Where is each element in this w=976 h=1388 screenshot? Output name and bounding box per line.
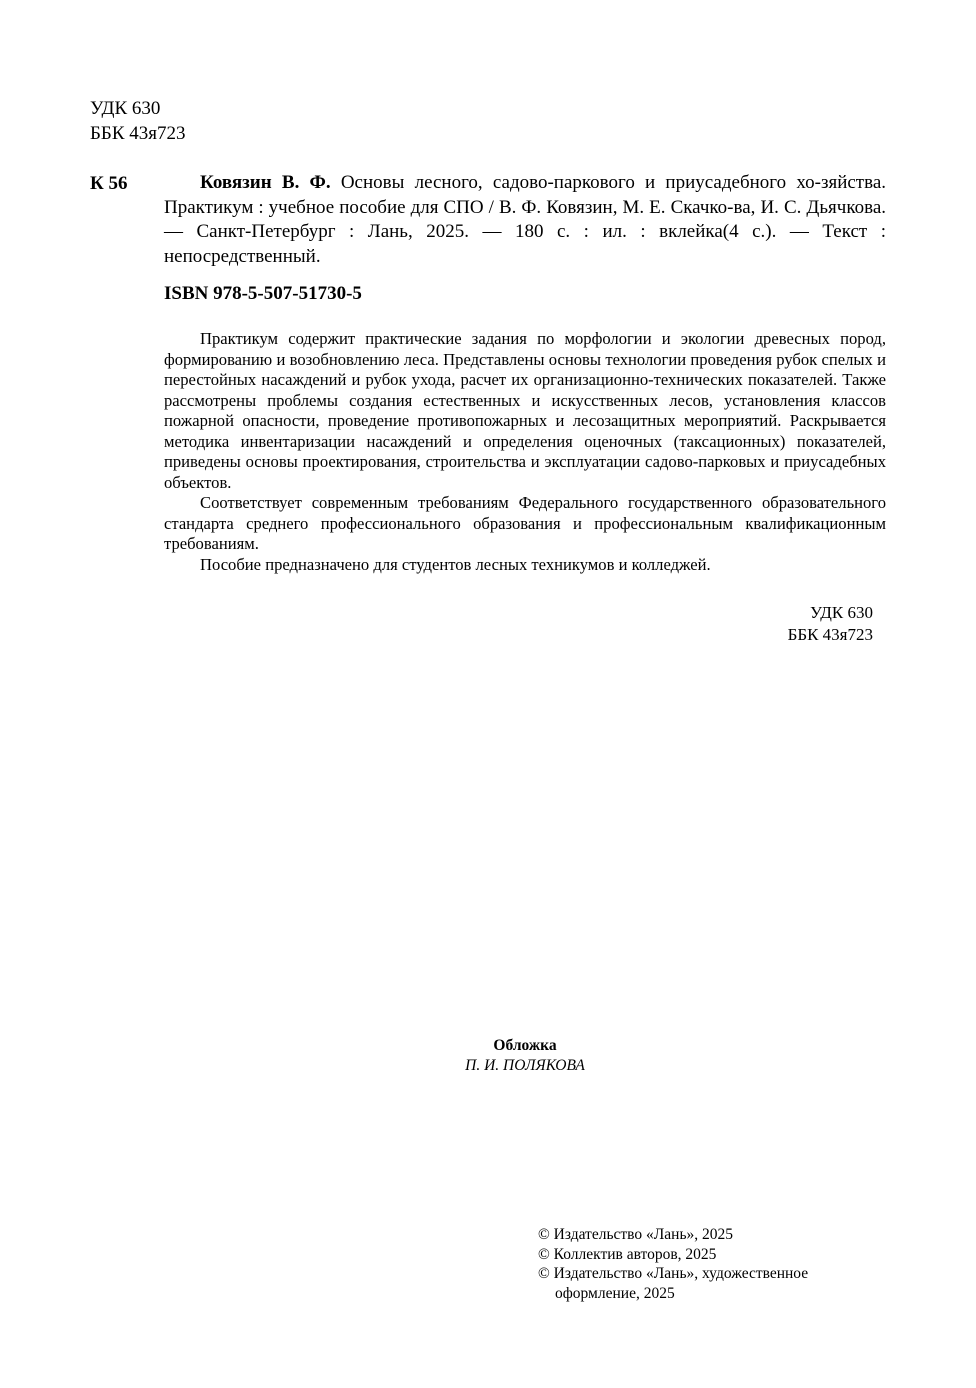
citation-line-4: (4 с.). — Текст : непосредственный.: [164, 221, 886, 267]
copyright-line: © Издательство «Лань», 2025: [538, 1226, 734, 1243]
copyright-line: © Коллектив авторов, 2025: [538, 1245, 717, 1263]
cover-credit-name: П. И. ПОЛЯКОВА: [465, 1056, 585, 1074]
udk-bbk-right: [788, 602, 873, 646]
citation-line-3: ва, И. С. Дьячкова. — Санкт-Петербург : Лань, 2025. — 180 с. : ил. : вклейка: [164, 196, 886, 242]
author-mark: К 56: [90, 173, 128, 194]
copyright-line: © Издательство «Лань», художественное: [538, 1265, 809, 1282]
udk-code: УДК 630: [90, 98, 161, 119]
copyright-block: [538, 1225, 808, 1303]
citation-line-2: зяйства. Практикум : учебное пособие для СПО / В. Ф. Ковязин, М. Е. Скачко-: [164, 172, 887, 218]
bibliographic-citation: [164, 171, 886, 269]
annotation-paragraph-2: Соответствует современным требованиям Федерального государственного образовательного стандарта среднего профессионального образования и профессиональным квалификационным требованиям.: [164, 493, 886, 553]
annotation-paragraph-1: Практикум содержит практические задания по морфологии и экологии древесных пород, формированию и возобновлению леса. Представлены основы технологии проведения рубок спелых и перестойных насаждений и рубок ухода, расчет их организационно-технических показателей. Также рассмотрены проблемы создания естественных и искусственных лесов, установления классов пожарной опасности, проведение противопожарных и лесозащитных мероприятий. Раскрывается методика инвентаризации насаждений и определения оценочных (таксационных) показателей, приведены основы проектирования, строительства и эксплуатации садово-парковых и приусадебных объектов.: [164, 329, 886, 492]
udk-code-right: УДК 630: [809, 603, 873, 622]
citation-line-1: Основы лесного, садово-паркового и приусадебного хо-: [330, 172, 821, 193]
annotation: [164, 329, 886, 575]
bbk-code-right: ББК 43я723: [787, 625, 873, 644]
udk-bbk-header: [90, 96, 185, 146]
citation-author: Ковязин В. Ф.: [200, 172, 331, 193]
cover-credit-title: Обложка: [493, 1037, 557, 1054]
cover-credit: [400, 1036, 650, 1075]
copyright-line: оформление, 2025: [555, 1284, 675, 1302]
bbk-code: ББК 43я723: [90, 123, 186, 144]
isbn: ISBN 978-5-507-51730-5: [164, 283, 362, 304]
annotation-paragraph-3: Пособие предназначено для студентов лесных техникумов и колледжей.: [200, 554, 711, 574]
